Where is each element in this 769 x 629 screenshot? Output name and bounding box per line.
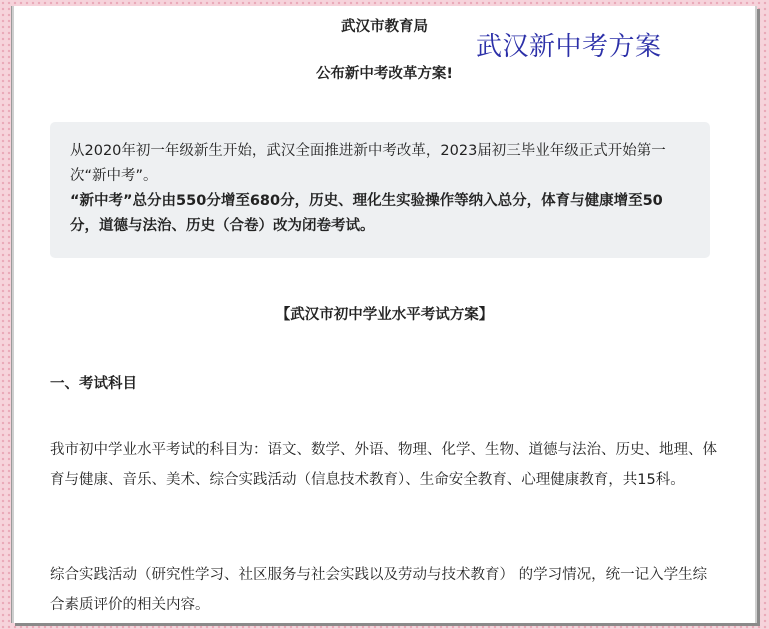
document-page	[12, 6, 757, 623]
practice-paragraph: 综合实践活动（研究性学习、社区服务与社会实践以及劳动与技术教育） 的学习情况，统一记入学生综合素质评价的相关内容。	[50, 567, 708, 613]
plan-title: 【武汉市初中学业水平考试方案】	[275, 307, 494, 323]
headline: 公布新中考改革方案!	[315, 66, 454, 82]
issuer-title: 武汉市教育局	[341, 19, 428, 35]
subjects-paragraph: 我市初中学业水平考试的科目为：语文、数学、外语、物理、化学、生物、道德与法治、历史、地理、体育与健康、音乐、美术、综合实践活动（信息技术教育）、生命安全教育、心理健康教育，共15科。	[50, 442, 717, 488]
callout-intro: 从2020年初一年级新生开始，武汉全面推进新中考改革，2023届初三毕业年级正式开始第一次“新中考”。	[70, 143, 666, 184]
callout-emphasis: “新中考”总分由550分增至680分，历史、理化生实验操作等纳入总分，体育与健康增至50分，道德与法治、历史（合卷）改为闭卷考试。	[70, 193, 663, 234]
summary-callout	[50, 122, 710, 258]
overlay-caption: 武汉新中考方案	[476, 32, 662, 62]
section-heading: 一、考试科目	[50, 376, 137, 392]
